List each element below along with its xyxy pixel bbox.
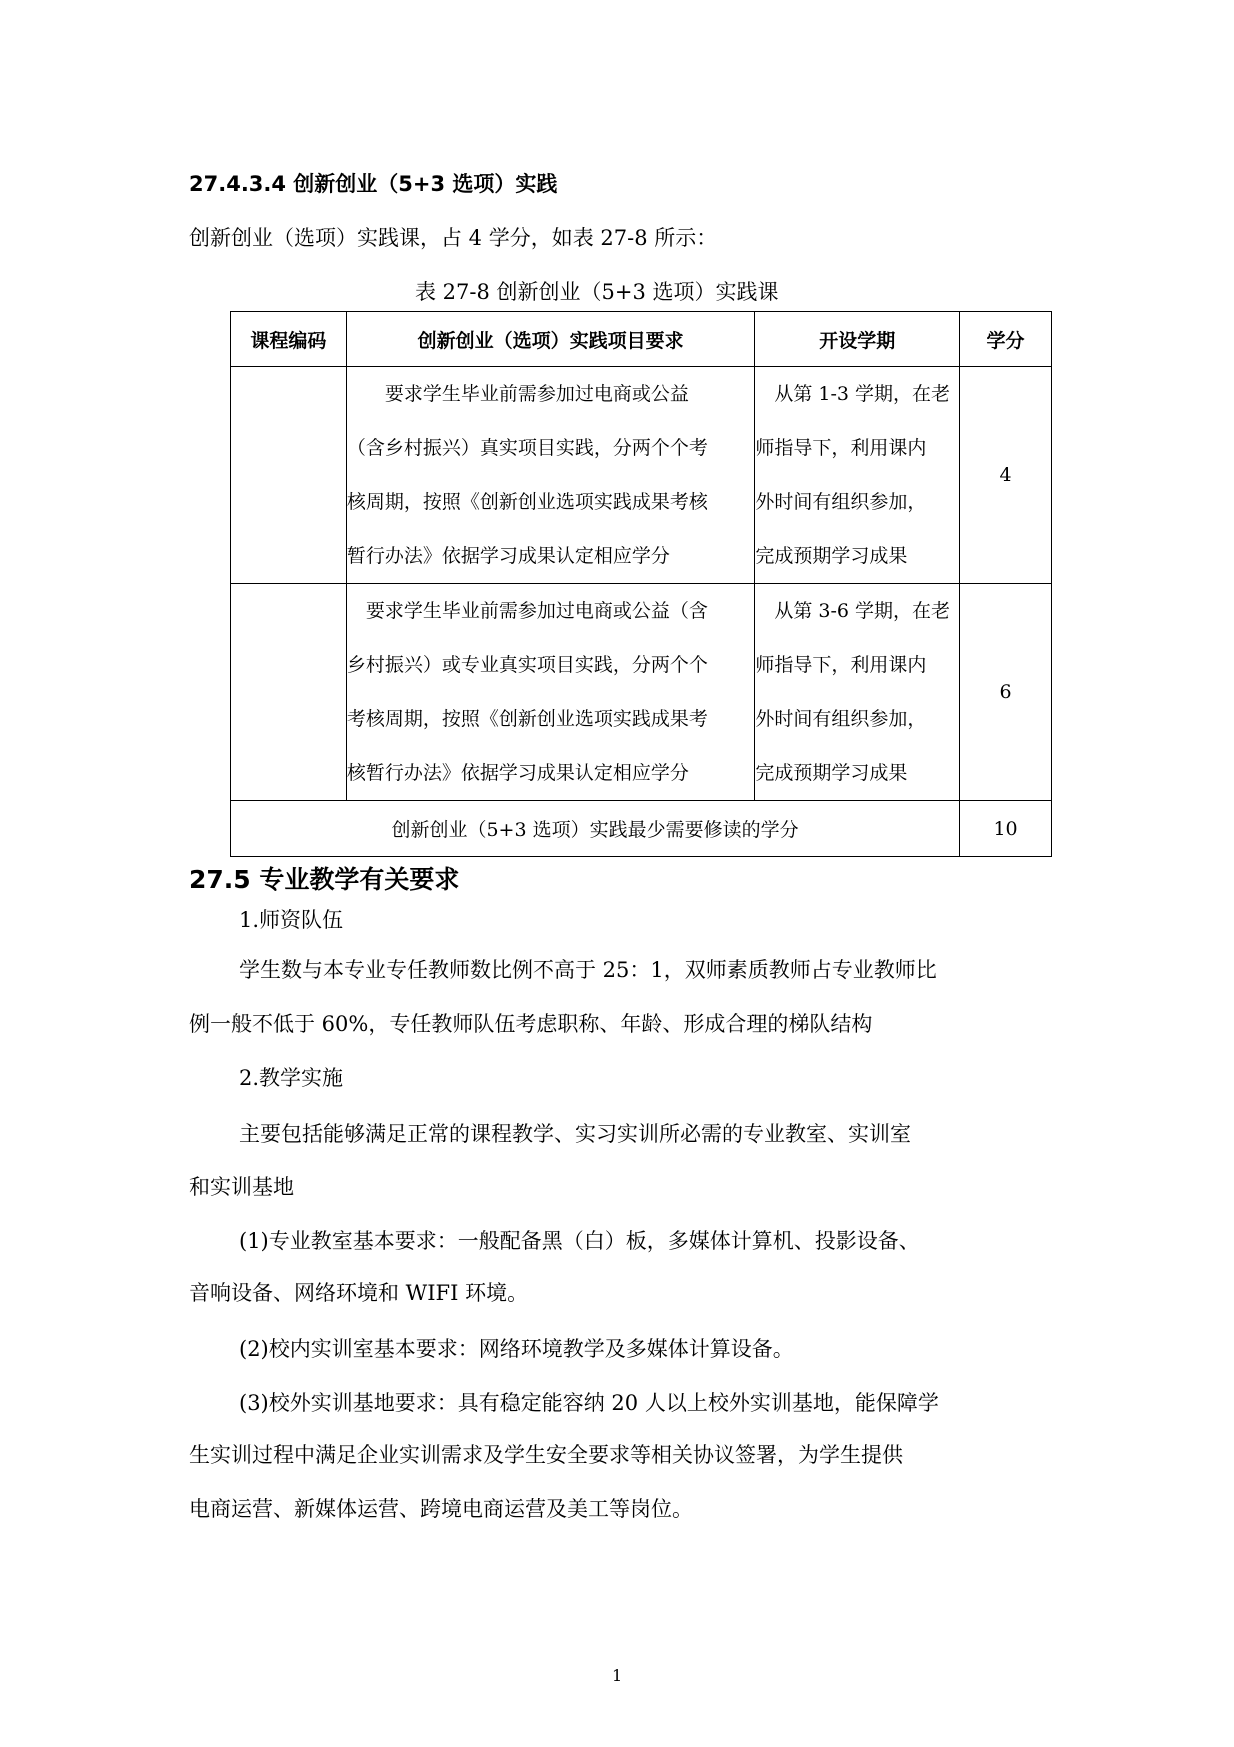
table-caption: 表 27-8 创新创业（5+3 选项）实践课 — [415, 280, 779, 304]
body-line: (1)专业教室基本要求：一般配备黑（白）板，多媒体计算机、投影设备、 — [239, 1229, 920, 1253]
table-row — [231, 584, 1052, 801]
header-course-code: 课程编码 — [231, 312, 347, 367]
body-line: 1.师资队伍 — [239, 908, 344, 932]
body-line: 电商运营、新媒体运营、跨境电商运营及美工等岗位。 — [189, 1497, 693, 1521]
body-line: 2.教学实施 — [239, 1066, 344, 1090]
course-code-cell — [231, 367, 347, 584]
body-line: 音响设备、网络环境和 WIFI 环境。 — [189, 1281, 529, 1305]
header-term: 开设学期 — [755, 312, 960, 367]
credits-cell: 4 — [960, 367, 1052, 584]
credits-cell: 6 — [960, 584, 1052, 801]
requirement-cell: 要求学生毕业前需参加过电商或公益 （含乡村振兴）真实项目实践，分两个个考 核周期，按照《创新创业选项实践成果考核 暂行办法》依据学习成果认定相应学分 — [346, 383, 708, 567]
requirement-cell: 要求学生毕业前需参加过电商或公益（含 乡村振兴）或专业真实项目实践，分两个个 考核周期，按照《创新创业选项实践成果考 核暂行办法》依据学习成果认定相应学分 — [346, 600, 708, 784]
body-line: 学生数与本专业专任教师数比例不高于 25：1，双师素质教师占专业教师比 — [239, 958, 937, 982]
body-line: 和实训基地 — [189, 1175, 294, 1199]
table-header-row — [231, 312, 1052, 367]
course-code-cell — [231, 584, 347, 801]
header-credits: 学分 — [960, 312, 1052, 367]
table-total-row — [231, 801, 1052, 857]
term-cell: 从第 3-6 学期，在老 师指导下，利用课内 外时间有组织参加， 完成预期学习成果 — [755, 600, 951, 784]
page-number: 1 — [612, 1666, 623, 1685]
header-requirement: 创新创业（选项）实践项目要求 — [346, 312, 754, 367]
body-line: 主要包括能够满足正常的课程教学、实习实训所必需的专业教室、实训室 — [239, 1122, 911, 1146]
total-label: 创新创业（5+3 选项）实践最少需要修读的学分 — [231, 801, 960, 857]
heading-27-5: 27.5 专业教学有关要求 — [189, 865, 460, 894]
table-row — [231, 367, 1052, 584]
body-line: 例一般不低于 60%，专任教师队伍考虑职称、年龄、形成合理的梯队结构 — [189, 1012, 873, 1036]
total-credits: 10 — [960, 801, 1052, 857]
practice-course-table — [230, 311, 1052, 857]
intro-paragraph: 创新创业（选项）实践课，占 4 学分，如表 27-8 所示： — [189, 226, 718, 250]
section-heading: 27.4.3.4 创新创业（5+3 选项）实践 — [189, 172, 558, 196]
body-line: 生实训过程中满足企业实训需求及学生安全要求等相关协议签署，为学生提供 — [189, 1443, 903, 1467]
term-cell: 从第 1-3 学期，在老 师指导下，利用课内 外时间有组织参加， 完成预期学习成果 — [755, 383, 951, 567]
body-line: (2)校内实训室基本要求：网络环境教学及多媒体计算设备。 — [239, 1337, 794, 1361]
body-line: (3)校外实训基地要求：具有稳定能容纳 20 人以上校外实训基地，能保障学 — [239, 1391, 939, 1415]
